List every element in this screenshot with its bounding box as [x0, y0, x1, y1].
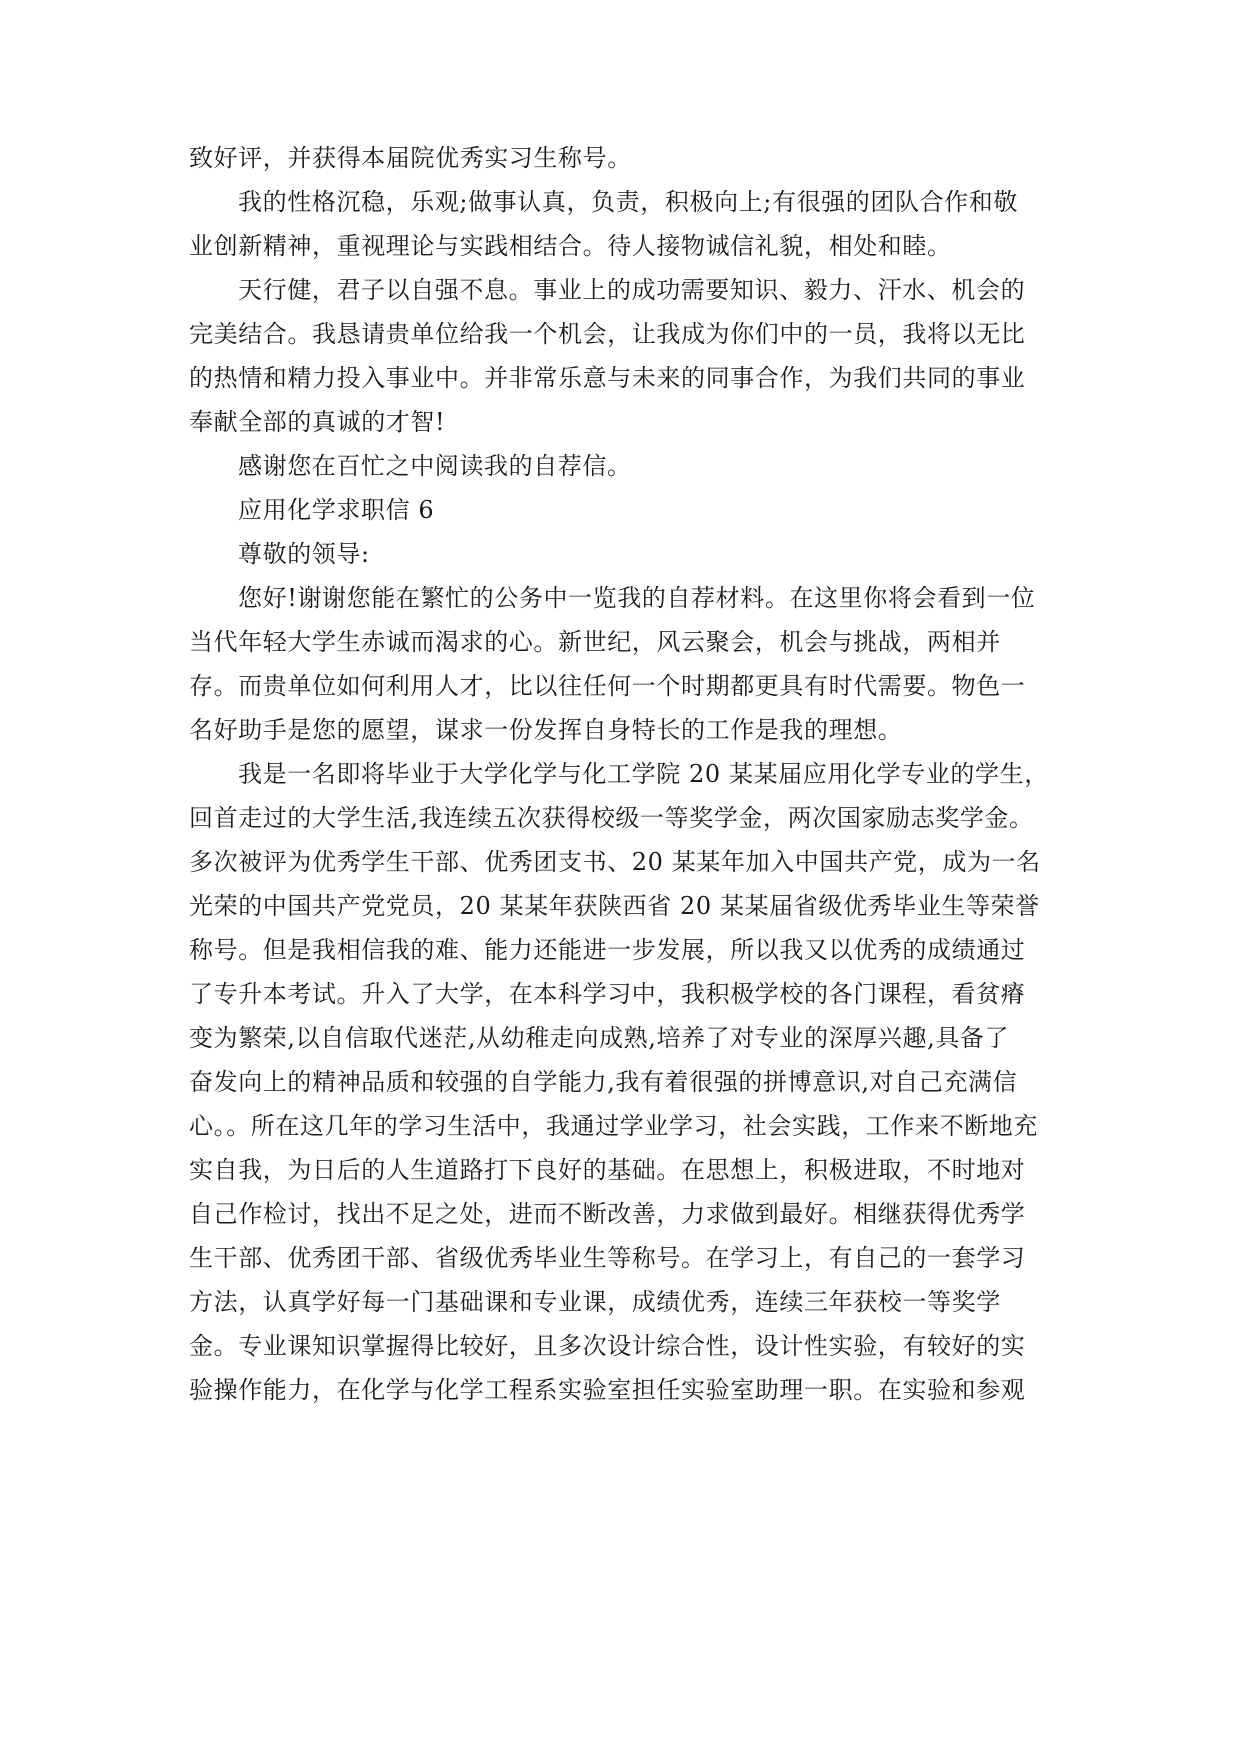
- text-line: 的热情和精力投入事业中。并非常乐意与未来的同事合作，为我们共同的事业: [189, 364, 1026, 392]
- text-line: 我是一名即将毕业于大学化学与化工学院 20 某某届应用化学专业的学生，: [238, 760, 1049, 788]
- text-line: 致好评，并获得本届院优秀实习生称号。: [189, 144, 632, 172]
- text-line: 称号。但是我相信我的难、能力还能进一步发展，所以我又以优秀的成绩通过: [189, 936, 1026, 964]
- text-line: 自己作检讨，找出不足之处，进而不断改善，力求做到最好。相继获得优秀学: [189, 1200, 1026, 1228]
- text-line: 感谢您在百忙之中阅读我的自荐信。: [238, 452, 632, 480]
- text-line: 回首走过的大学生活,我连续五次获得校级一等奖学金，两次国家励志奖学金。: [189, 804, 1034, 832]
- text-line: 生干部、优秀团干部、省级优秀毕业生等称号。在学习上，有自己的一套学习: [189, 1244, 1026, 1272]
- text-line: 名好助手是您的愿望，谋求一份发挥自身特长的工作是我的理想。: [189, 716, 903, 744]
- text-line: 多次被评为优秀学生干部、优秀团支书、20 某某年加入中国共产党，成为一名: [189, 848, 1041, 876]
- text-line: 奋发向上的精神品质和较强的自学能力,我有着很强的拼博意识,对自己充满信: [189, 1068, 1018, 1096]
- text-line: 心。。所在这几年的学习生活中，我通过学业学习，社会实践，工作来不断地充: [189, 1112, 1038, 1140]
- text-line: 奉献全部的真诚的才智!: [189, 408, 446, 436]
- text-line: 金。专业课知识掌握得比较好，且多次设计综合性，设计性实验，有较好的实: [189, 1332, 1026, 1360]
- salutation: 尊敬的领导:: [238, 540, 370, 568]
- text-line: 变为繁荣,以自信取代迷茫,从幼稚走向成熟,培养了对专业的深厚兴趣,具备了: [189, 1024, 1010, 1052]
- text-line: 我的性格沉稳，乐观;做事认真，负责，积极向上;有很强的团队合作和敬: [238, 188, 1018, 216]
- text-line: 天行健，君子以自强不息。事业上的成功需要知识、毅力、汗水、机会的: [238, 276, 1026, 304]
- text-line: 实自我，为日后的人生道路打下良好的基础。在思想上，积极进取，不时地对: [189, 1156, 1026, 1184]
- text-line: 完美结合。我恳请贵单位给我一个机会，让我成为你们中的一员，我将以无比: [189, 320, 1026, 348]
- text-line: 存。而贵单位如何利用人才，比以往任何一个时期都更具有时代需要。物色一: [189, 672, 1026, 700]
- text-line: 您好!谢谢您能在繁忙的公务中一览我的自荐材料。在这里你将会看到一位: [238, 584, 1036, 612]
- text-line: 当代年轻大学生赤诚而渴求的心。新世纪，风云聚会，机会与挑战，两相并: [189, 628, 1001, 656]
- section-title: 应用化学求职信 6: [238, 496, 435, 524]
- text-line: 方法，认真学好每一门基础课和专业课，成绩优秀，连续三年获校一等奖学: [189, 1288, 1001, 1316]
- text-line: 业创新精神，重视理论与实践相结合。待人接物诚信礼貌，相处和睦。: [189, 232, 952, 260]
- text-line: 验操作能力，在化学与化学工程系实验室担任实验室助理一职。在实验和参观: [189, 1376, 1026, 1404]
- text-line: 了专升本考试。升入了大学，在本科学习中，我积极学校的各门课程，看贫瘠: [189, 980, 1026, 1008]
- text-line: 光荣的中国共产党党员，20 某某年获陕西省 20 某某届省级优秀毕业生等荣誉: [189, 892, 1040, 920]
